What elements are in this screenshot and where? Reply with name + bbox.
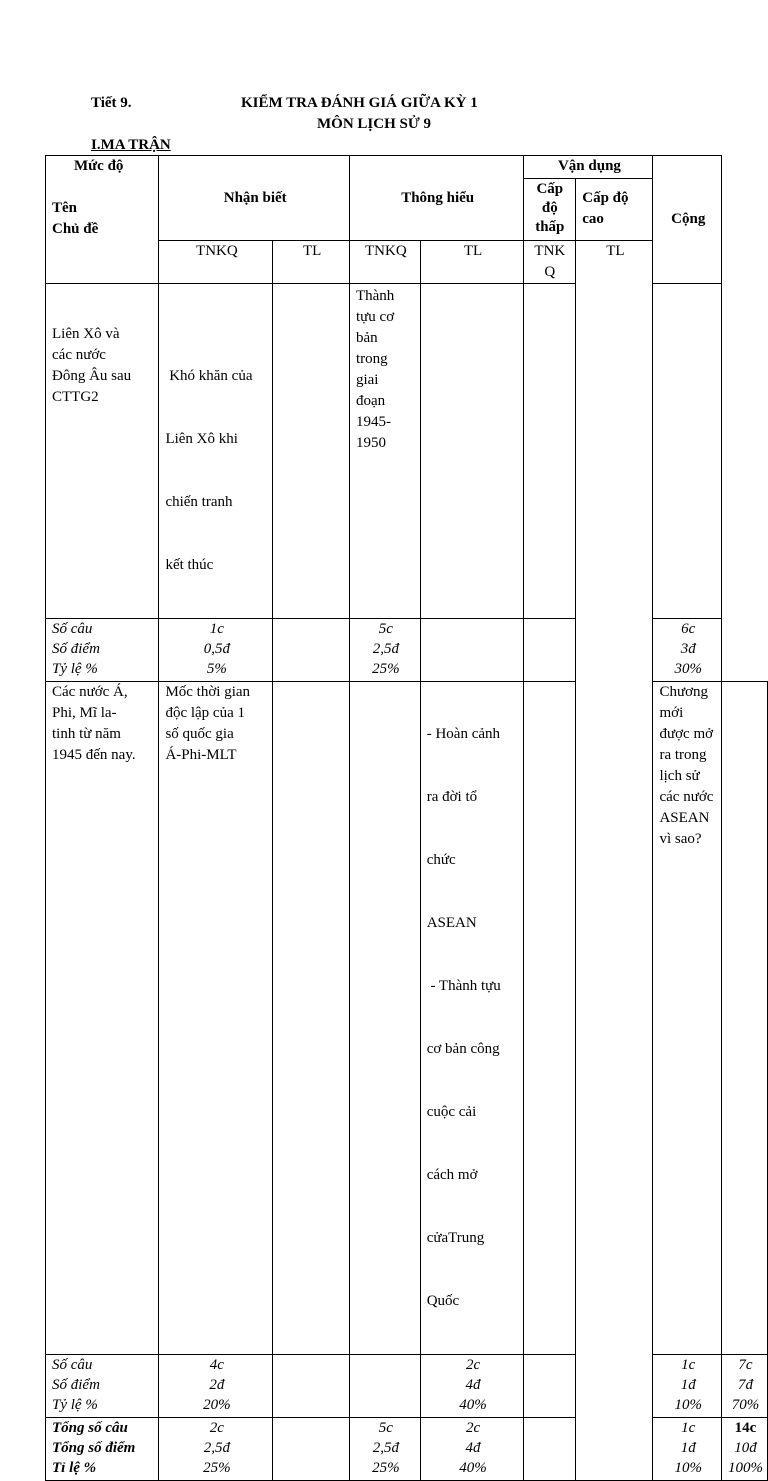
stat-value: 1c	[681, 1357, 696, 1373]
totals-nb-tl	[273, 1418, 350, 1481]
nb-tl-header: TL	[273, 241, 350, 284]
total-value: 2c	[209, 1420, 224, 1436]
stat-label: Số câu	[52, 1357, 93, 1373]
topic1-nb-tnkq	[159, 284, 273, 619]
content-line: ra đời tổ	[426, 789, 478, 805]
stats2-vd-thap	[524, 1355, 576, 1418]
lesson-number: Tiết 9.	[91, 95, 132, 111]
content-line: Thành	[355, 288, 395, 304]
content-line: bản	[355, 330, 378, 346]
topic2-nb-tnkq	[159, 682, 273, 1355]
total-value: 2,5đ	[372, 1440, 399, 1456]
topic1-th-tnkq	[349, 284, 420, 619]
cap-do-thap-line: thấp	[535, 219, 565, 235]
topic-name-line: Phi, Mĩ la-	[52, 705, 117, 721]
stat-value: 25%	[372, 661, 400, 677]
content-line: cách mở	[426, 1167, 478, 1183]
topic2-nb-tl	[273, 682, 350, 1355]
content-line: Mốc thời gian	[165, 684, 251, 700]
stat-value: 3đ	[680, 641, 696, 657]
content-line: giai	[355, 372, 379, 388]
topic-name-2	[46, 682, 159, 1355]
content-line: chiến tranh	[165, 494, 233, 510]
totals-vd-thap	[524, 1418, 576, 1481]
stat-value: 4đ	[465, 1377, 481, 1393]
stats1-nb-tnkq	[159, 619, 273, 682]
stats2-vd-cao	[653, 1355, 722, 1418]
topic-name-line: tinh từ năm	[52, 726, 121, 742]
topic1-vd-thap	[524, 284, 576, 619]
total-value: 100%	[728, 1460, 763, 1476]
assessment-matrix-table	[45, 155, 768, 1481]
stats2-th-tnkq	[349, 1355, 420, 1418]
stats1-vd-thap	[524, 619, 576, 682]
content-line: Khó khăn của	[165, 368, 253, 384]
content-line: cơ bản công	[426, 1041, 500, 1057]
document-title: KIỂM TRA ĐÁNH GIÁ GIỮA KỲ 1	[241, 95, 478, 111]
content-line: ASEAN	[659, 810, 710, 826]
stat-value: 30%	[674, 661, 702, 677]
content-line: ASEAN	[426, 915, 477, 931]
header-row-1	[46, 156, 768, 179]
tnkq-split-line: Q	[544, 264, 556, 280]
topic1-nb-tl	[273, 284, 350, 619]
th-tnkq-header: TNKQ	[349, 241, 420, 284]
totals-th-tl	[420, 1418, 524, 1481]
content-line: Liên Xô khi	[165, 431, 238, 447]
total-value: 10%	[674, 1460, 702, 1476]
stat-value: 5%	[206, 661, 227, 677]
total-value: 1đ	[680, 1440, 696, 1456]
topic-row-2	[46, 682, 768, 1355]
stats1-cong	[653, 619, 722, 682]
topic1-th-tl	[420, 284, 524, 619]
stats1-th-tl	[420, 619, 524, 682]
cap-do-cao-header	[576, 179, 653, 241]
content-line: 1950	[355, 435, 386, 451]
van-dung-header: Vận dụng	[524, 156, 653, 179]
total-value: 2c	[465, 1420, 481, 1436]
stat-value: 4c	[209, 1357, 224, 1373]
nb-tnkq-header: TNKQ	[159, 241, 273, 284]
topic2-cong	[722, 682, 768, 1355]
topic-name-line: CTTG2	[52, 389, 99, 405]
topic2-vd-thap	[524, 682, 576, 1355]
totals-th-tnkq	[349, 1418, 420, 1481]
content-line: - Thành tựu	[426, 978, 501, 994]
stats2-th-tl	[420, 1355, 524, 1418]
total-value: 40%	[459, 1460, 487, 1476]
stats1-th-tnkq	[349, 619, 420, 682]
topic2-vd-cao	[653, 682, 722, 1355]
totals-nb-tnkq	[159, 1418, 273, 1481]
ten-label: Tên	[52, 200, 78, 216]
topic-name-line: Liên Xô và	[52, 326, 120, 342]
totals-vd-cao	[653, 1418, 722, 1481]
content-line: các nước	[659, 789, 714, 805]
chu-de-label: Chủ đề	[52, 221, 99, 237]
cap-do-cao-line: Cấp độ	[582, 190, 629, 206]
content-line: Chương	[659, 684, 709, 700]
total-value: 5c	[378, 1420, 393, 1436]
content-line: kết thúc	[165, 557, 214, 573]
vd-thap-tnkq-header	[524, 241, 576, 284]
stat-value: 2đ	[209, 1377, 225, 1393]
topic-name-line: Các nước Á,	[52, 684, 128, 700]
cap-do-thap-line: độ	[541, 200, 558, 216]
topic-name-line: 1945 đến nay.	[52, 747, 136, 763]
stat-label: Tỷ lệ %	[52, 1397, 98, 1413]
content-line: tựu cơ	[355, 309, 395, 325]
stat-value: 10%	[674, 1397, 702, 1413]
topic-name-1	[46, 284, 159, 619]
topic2-th-tnkq	[349, 682, 420, 1355]
stats2-nb-tl	[273, 1355, 350, 1418]
total-value: 1c	[681, 1420, 696, 1436]
muc-do-label: Mức độ	[74, 158, 124, 174]
topic-name-line: Đông Âu sau	[52, 368, 132, 384]
tnkq-split-line: TNK	[534, 243, 566, 259]
stats-row-1	[46, 619, 768, 682]
cap-do-thap-header	[524, 179, 576, 241]
total-value: 25%	[203, 1460, 231, 1476]
cap-do-cao-line: cao	[582, 211, 604, 227]
cap-do-thap-line: Cấp	[536, 181, 564, 197]
topic2-th-tl	[420, 682, 524, 1355]
total-value: 10đ	[734, 1440, 757, 1456]
total-value: 25%	[372, 1460, 400, 1476]
stat-value: 6c	[681, 621, 696, 637]
topic1-cong	[653, 284, 722, 619]
content-line: cuộc cải	[426, 1104, 477, 1120]
content-line: mới	[659, 705, 684, 721]
stat-value: 40%	[459, 1397, 487, 1413]
stat-value: 5c	[378, 621, 393, 637]
stats1-nb-tl	[273, 619, 350, 682]
subject-title: MÔN LỊCH SỬ 9	[317, 116, 432, 132]
stat-label: Số điểm	[52, 1377, 100, 1393]
content-line: được mở	[659, 726, 714, 742]
content-line: Quốc	[426, 1293, 460, 1309]
total-value: 4đ	[465, 1440, 481, 1456]
total-label: Tỉ lệ %	[52, 1460, 97, 1476]
thong-hieu-header: Thông hiểu	[349, 156, 523, 241]
section-heading: I.MA TRẬN	[91, 137, 171, 153]
stats2-labels	[46, 1355, 159, 1418]
stat-value: 2,5đ	[372, 641, 399, 657]
stat-value: 1đ	[680, 1377, 696, 1393]
content-line: đoạn	[355, 393, 386, 409]
topic-row-1	[46, 284, 768, 619]
content-line: trong	[355, 351, 388, 367]
total-value: 2,5đ	[203, 1440, 230, 1456]
th-tl-header: TL	[420, 241, 524, 284]
content-line: ra trong	[659, 747, 707, 763]
content-line: vì sao?	[659, 831, 702, 847]
stat-value: 7c	[738, 1357, 753, 1373]
stats2-cong	[722, 1355, 768, 1418]
muc-do-ten-chu-de-cell	[46, 156, 159, 284]
vd-cao-tl-header: TL	[576, 241, 653, 1481]
content-line: độc lập của 1	[165, 705, 245, 721]
topic-name-line: các nước	[52, 347, 106, 363]
stat-label: Số điểm	[52, 641, 100, 657]
stats-row-2	[46, 1355, 768, 1418]
stat-value: 2c	[465, 1357, 481, 1373]
total-value: 14c	[734, 1420, 757, 1436]
stat-label: Số câu	[52, 621, 93, 637]
stats2-nb-tnkq	[159, 1355, 273, 1418]
stat-value: 20%	[203, 1397, 231, 1413]
content-line: 1945-	[355, 414, 391, 430]
totals-labels	[46, 1418, 159, 1481]
content-line: số quốc gia	[165, 726, 234, 742]
stat-value: 70%	[731, 1397, 760, 1413]
stat-value: 7đ	[738, 1377, 753, 1393]
stat-label: Tỷ lệ %	[52, 661, 98, 677]
content-line: cửaTrung	[426, 1230, 485, 1246]
totals-cong	[722, 1418, 768, 1481]
stats1-labels	[46, 619, 159, 682]
stat-value: 0,5đ	[203, 641, 230, 657]
content-line: chức	[426, 852, 456, 868]
cong-header: Cộng	[653, 156, 722, 284]
total-label: Tổng số câu	[52, 1420, 128, 1436]
stat-value: 1c	[209, 621, 224, 637]
total-label: Tổng số điểm	[52, 1440, 136, 1456]
content-line: lịch sử	[659, 768, 700, 784]
content-line: - Hoàn cảnh	[426, 726, 501, 742]
content-line: Á-Phi-MLT	[165, 747, 237, 763]
nhan-biet-header: Nhận biết	[159, 156, 350, 241]
totals-row	[46, 1418, 768, 1481]
